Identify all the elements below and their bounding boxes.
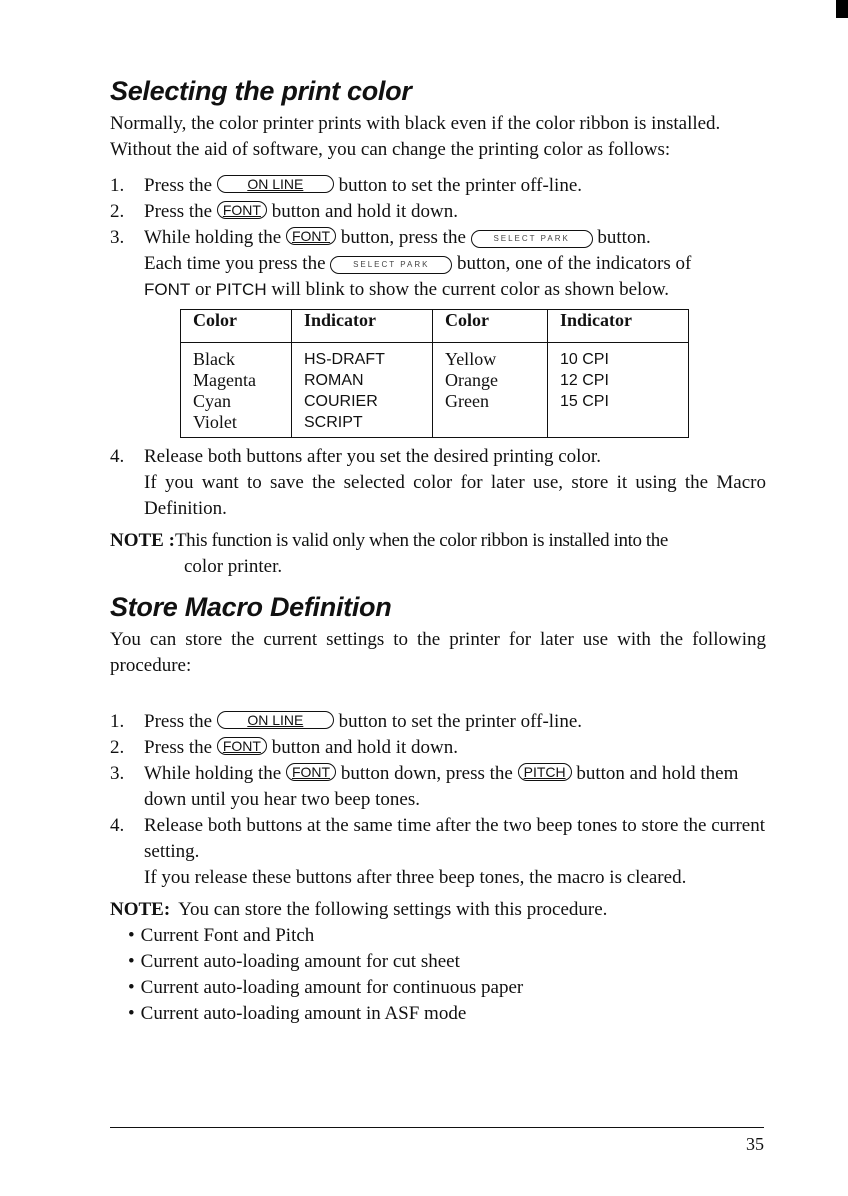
- step-text: Release both buttons after you set the desired printing color. If you want to save the selected color for later use, store it using the Macro Definition.: [144, 446, 766, 519]
- macro-steps: [110, 709, 766, 891]
- intro-paragraph: Normally, the color printer prints with black even if the color ribbon is installed.: [110, 113, 721, 134]
- list-item: [110, 735, 766, 761]
- select-park-button-symbol: SELECT PARK: [330, 256, 452, 274]
- color-indicator-table: [180, 309, 689, 438]
- note-text: This function is valid only when the color ribbon is installed into the: [174, 530, 668, 551]
- macro-settings-list: [110, 923, 766, 1027]
- list-item: [110, 199, 766, 225]
- intro-paragraph-2: Without the aid of software, you can change the printing color as follows:: [110, 139, 671, 160]
- font-button-symbol: FONT: [217, 737, 267, 755]
- font-button-symbol: FONT: [217, 201, 267, 219]
- table-cell: SCRIPT: [292, 412, 433, 438]
- step-text: Press the FONT button and hold it down.: [144, 737, 458, 758]
- table-cell: 12 CPI: [548, 370, 689, 391]
- step-number: 2.: [110, 737, 125, 758]
- table-cell: Black: [181, 343, 292, 371]
- table-cell: Orange: [433, 370, 548, 391]
- step-number: 3.: [110, 227, 125, 248]
- list-item: [110, 709, 766, 735]
- table-cell: [548, 412, 689, 438]
- page-number: 35: [746, 1134, 764, 1154]
- list-item: • Current Font and Pitch: [128, 923, 766, 949]
- online-button-symbol: ON LINE: [217, 711, 334, 729]
- step-number: 1.: [110, 711, 125, 732]
- section-title-print-color: Selecting the print color: [110, 76, 412, 106]
- list-item: [110, 225, 766, 303]
- list-item: • Current auto-loading amount for continuous paper: [128, 975, 766, 1001]
- list-item: • Current auto-loading amount in ASF mode: [128, 1001, 766, 1027]
- note-label: NOTE:: [110, 899, 171, 920]
- step-text: Press the ON LINE button to set the printer off-line.: [144, 711, 583, 732]
- list-item: [110, 444, 766, 522]
- table-row: [181, 343, 689, 371]
- footer-divider: [110, 1127, 764, 1128]
- table-cell: Green: [433, 391, 548, 412]
- table-cell: Magenta: [181, 370, 292, 391]
- list-item: • Current auto-loading amount for cut sheet: [128, 949, 766, 975]
- list-item: [110, 173, 766, 199]
- section-title-macro: Store Macro Definition: [110, 592, 392, 622]
- table-cell: ROMAN: [292, 370, 433, 391]
- font-button-symbol: FONT: [286, 763, 336, 781]
- step-number: 1.: [110, 175, 125, 196]
- table-cell: COURIER: [292, 391, 433, 412]
- table-cell: 10 CPI: [548, 343, 689, 371]
- print-color-steps-continued: [110, 444, 766, 522]
- column-header: Indicator: [292, 310, 433, 343]
- table-cell: [433, 412, 548, 438]
- step-text: Release both buttons at the same time after the two beep tones to store the current setting. If you release these buttons after three beep tones, the macro is cleared.: [144, 815, 765, 888]
- column-header: Color: [181, 310, 292, 343]
- step-text: While holding the FONT button down, press the PITCH button and hold them down until you hear two beep tones.: [144, 763, 739, 810]
- note-text-continued: color printer.: [184, 556, 283, 577]
- step-number: 4.: [110, 446, 125, 467]
- column-header: Color: [433, 310, 548, 343]
- online-button-symbol: ON LINE: [217, 175, 334, 193]
- step-number: 2.: [110, 201, 125, 222]
- note-macro: [110, 897, 766, 923]
- table-row: [181, 391, 689, 412]
- step-text: Press the FONT button and hold it down.: [144, 201, 458, 222]
- table-cell: 15 CPI: [548, 391, 689, 412]
- list-item: [110, 813, 766, 891]
- step-number: 3.: [110, 763, 125, 784]
- note-text: You can store the following settings with this procedure.: [178, 899, 608, 920]
- note-label: NOTE :: [110, 530, 175, 551]
- step-text: Press the ON LINE button to set the printer off-line.: [144, 175, 583, 196]
- page-content: [110, 76, 766, 1027]
- table-cell: HS-DRAFT: [292, 343, 433, 371]
- font-button-symbol: FONT: [286, 227, 336, 245]
- macro-intro-paragraph: You can store the current settings to the printer for later use with the following procedure:: [110, 629, 766, 676]
- print-color-steps: [110, 173, 766, 303]
- step-number: 4.: [110, 815, 125, 836]
- list-item: [110, 761, 766, 813]
- note-print-color: [110, 528, 766, 554]
- table-cell: Cyan: [181, 391, 292, 412]
- table-row: [181, 370, 689, 391]
- pitch-button-symbol: PITCH: [518, 763, 572, 781]
- table-row: [181, 412, 689, 438]
- select-park-button-symbol: SELECT PARK: [471, 230, 593, 248]
- table-cell: Yellow: [433, 343, 548, 371]
- corner-mark: [836, 0, 848, 18]
- table-header-row: [181, 310, 689, 343]
- column-header: Indicator: [548, 310, 689, 343]
- step-text: While holding the FONT button, press the SELECT PARK button. Each time you press the SELECT PARK button, one of the indicators of FONT or PITCH will blink to show the current color as shown below.: [144, 227, 692, 300]
- table-cell: Violet: [181, 412, 292, 438]
